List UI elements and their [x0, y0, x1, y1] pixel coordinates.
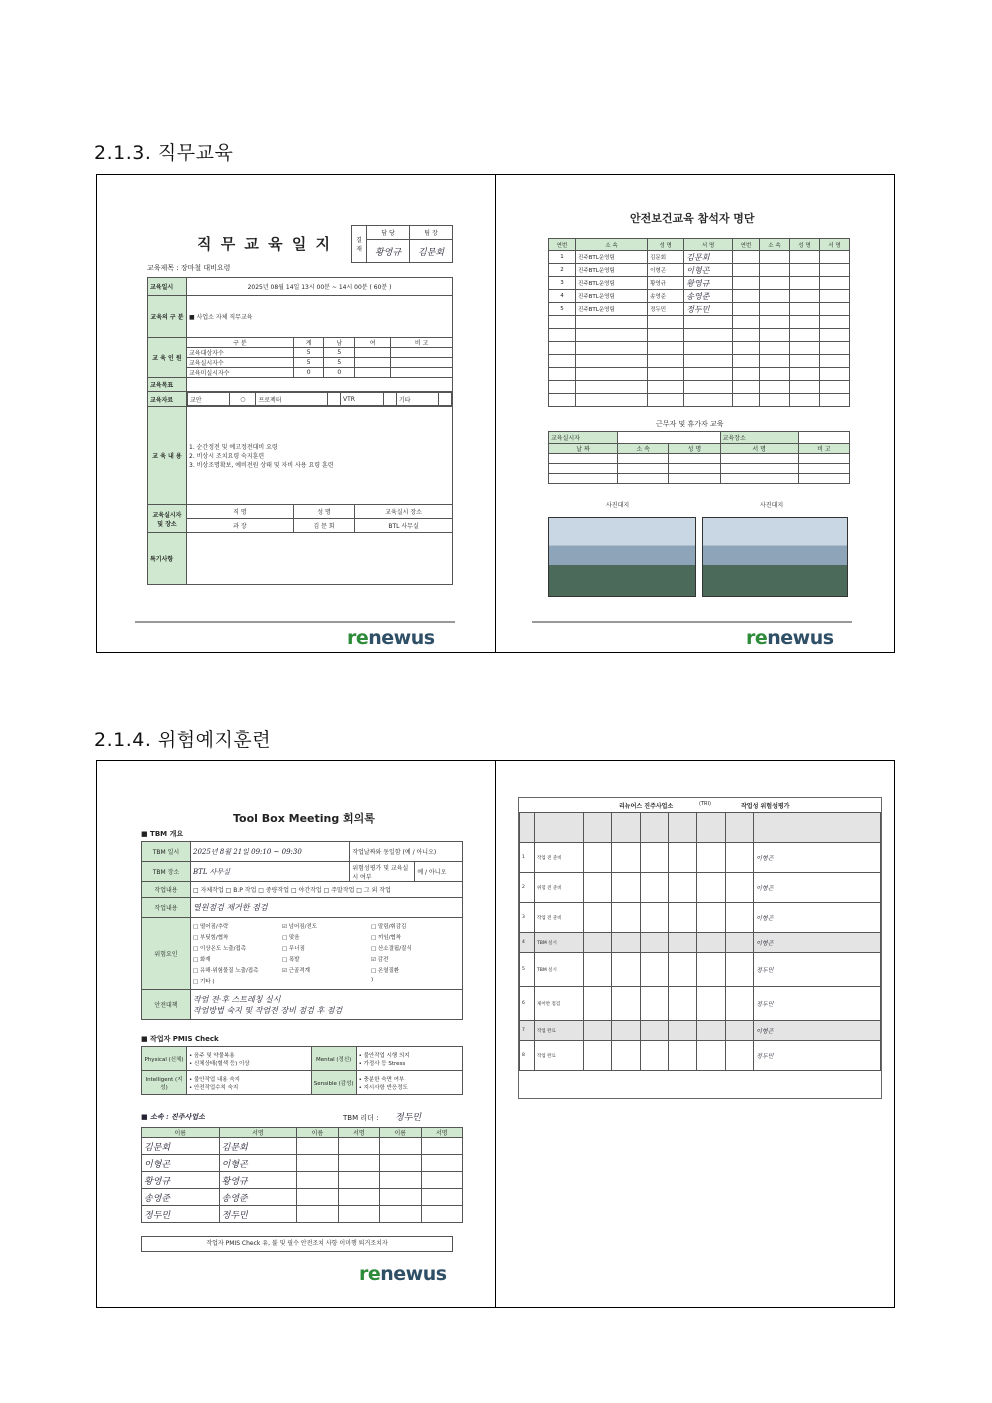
attendee-cell [759, 264, 789, 277]
attendee-cell [789, 277, 819, 290]
tbm-place-label: TBM 장소 [142, 862, 191, 882]
attendee-cell [819, 303, 849, 316]
sign-header: 이름 [297, 1128, 338, 1138]
instructor-header: 직 명 [187, 505, 294, 519]
material-item: 프로젝터 [256, 393, 328, 406]
hazard-option: ☑ 넘어짐/전도 [282, 924, 318, 930]
absent-value [798, 432, 849, 444]
sign-table [141, 1127, 463, 1223]
page-rule [532, 621, 852, 623]
hazard-option: □ 화재 [193, 957, 211, 963]
attendee-cell [759, 303, 789, 316]
tbm-place-value: BTL 사무실 [191, 862, 350, 882]
measure-line: 작업 전·후 스트레칭 실시 [193, 994, 281, 1004]
attendee-header: 소 속 [576, 239, 648, 251]
attendee-table [548, 238, 850, 407]
risk-row-step: 제어반 점검 [535, 987, 584, 1021]
attendee-cell [819, 290, 849, 303]
risk-row-no: 3 [520, 903, 535, 933]
personnel-cell [391, 368, 453, 378]
attendee-cell: 이형곤 [648, 264, 684, 277]
risk-row-no: 7 [520, 1021, 535, 1041]
pmis-table [141, 1046, 463, 1095]
risk-sign: 이형곤 [754, 1021, 881, 1041]
content-line: 1. 순간정전 및 예고정전대비 요령 [189, 444, 278, 451]
attendee-cell [732, 264, 759, 277]
approval-label: 결재 [352, 226, 367, 263]
tbm-work-options: □ 자체작업 □ B.P 작업 □ 중량작업 □ 야간작업 □ 주말작업 □ 그 외 작업 [191, 882, 463, 898]
pmis-category: Mental (정신) [311, 1047, 356, 1071]
leader-label: TBM 리더 : [343, 1114, 379, 1122]
training-log-title: 직 무 교 육 일 지 [197, 235, 333, 253]
sign-header: 서명 [219, 1128, 297, 1138]
signer-name: 정두민 [142, 1206, 220, 1223]
attendee-cell [789, 290, 819, 303]
hazard-option: ) [371, 977, 374, 983]
risk-sign: 이형곤 [754, 843, 881, 873]
tbm-measure-label: 안전대책 [142, 990, 191, 1020]
signer-signature: 정두민 [219, 1206, 297, 1223]
tbm-work-detail-value: 열원점검 제거한 점검 [191, 898, 463, 918]
personnel-header: 남 [324, 338, 355, 348]
instructor-label: 교육실시자 및 장소 [148, 505, 187, 533]
signer-signature: 송영준 [219, 1189, 297, 1206]
signer-signature: 이형곤 [219, 1155, 297, 1172]
tbm-overview-table [141, 841, 463, 1020]
attendee-cell: 5 [549, 303, 576, 316]
attendee-cell [759, 290, 789, 303]
material-label: 교육자료 [148, 392, 187, 407]
signer-signature: 김문회 [219, 1138, 297, 1155]
pmis-item: • 불안작업 시행 의지 [358, 1052, 410, 1059]
personnel-cell: 5 [293, 358, 324, 368]
material-item: 교안 [188, 393, 230, 406]
absent-header: 성 명 [669, 444, 720, 454]
attendee-header: 소 속 [759, 239, 789, 251]
attendee-signature: 이형곤 [684, 264, 733, 277]
tbm-work-detail-label: 작업내용 [142, 898, 191, 918]
attendee-cell: 진주BTL운영팀 [576, 303, 648, 316]
hazard-option: □ 온열질환 [371, 968, 400, 974]
hazard-option: □ 이상온도 노출/접촉 [193, 946, 247, 952]
page-rule [135, 621, 455, 623]
leader-value: 정두민 [395, 1113, 422, 1123]
risk-row-step: 작업 전 준비 [535, 843, 584, 873]
pmis-items [187, 1071, 312, 1095]
personnel-label: 교 육 인 원 [148, 338, 187, 378]
personnel-cell [355, 368, 391, 378]
attendee-cell: 진주BTL운영팀 [576, 290, 648, 303]
attendee-signature: 정두민 [684, 303, 733, 316]
attendee-signature: 김문회 [684, 251, 733, 264]
attendee-cell: 송영준 [648, 290, 684, 303]
risk-row-step: TBM 실시 [535, 953, 584, 987]
risk-row-step: TBM 실시 [535, 933, 584, 953]
content-line: 3. 비상조명확보, 예비전원 상태 및 자비 사용 요령 훈련 [189, 462, 334, 469]
pmis-label: ■ 작업자 PMIS Check [141, 1035, 219, 1043]
risk-row-step: 작업 완료 [535, 1021, 584, 1041]
risk-row-no: 8 [520, 1041, 535, 1071]
sign-header: 서명 [338, 1128, 379, 1138]
risk-title: 작업성 위험성평가 [741, 803, 790, 810]
attendee-cell: 진주BTL운영팀 [576, 277, 648, 290]
attendee-cell [759, 277, 789, 290]
material-item [439, 393, 452, 406]
absent-header: 서 명 [720, 444, 798, 454]
personnel-header: 여 [355, 338, 391, 348]
material-item: VTR [340, 393, 383, 406]
pmis-category: Physical (신체) [142, 1047, 187, 1071]
risk-assessment-sheet [518, 797, 882, 1099]
attendee-cell [732, 290, 759, 303]
approval-header-staff: 담 당 [367, 226, 410, 240]
signer-name: 이형곤 [142, 1155, 220, 1172]
date-label: 교육일시 [148, 278, 187, 296]
category-value: ■ 사업소 자체 직무교육 [187, 296, 453, 338]
job-training-frame [96, 174, 895, 653]
attendee-cell [819, 277, 849, 290]
material-item [384, 393, 397, 406]
risk-type: (TRI) [699, 801, 711, 807]
pmis-item: • 충분한 숙면 여부 [358, 1076, 405, 1083]
attendee-cell: 1 [549, 251, 576, 264]
risk-company: 리뉴어스 진주사업소 [619, 803, 674, 810]
renewus-logo: renewus [359, 1263, 447, 1285]
personnel-header: 비 고 [391, 338, 453, 348]
attendee-cell: 4 [549, 290, 576, 303]
attendee-cell [789, 251, 819, 264]
approval-sign-manager: 김문회 [410, 240, 453, 263]
attendee-cell [732, 277, 759, 290]
hazard-option: □ 끼임/협착 [371, 935, 402, 941]
attendee-title: 안전보건교육 참석자 명단 [630, 212, 755, 225]
personnel-row-label: 교육대상자수 [187, 348, 294, 358]
attendee-cell [759, 251, 789, 264]
attendee-header: 연번 [732, 239, 759, 251]
attendee-cell [732, 251, 759, 264]
pmis-item: • 가정사 등 Stress [358, 1060, 406, 1067]
risk-sign: 정두민 [754, 987, 881, 1021]
risk-row-no: 5 [520, 953, 535, 987]
personnel-cell: 5 [324, 358, 355, 368]
absent-label: 교육실시자 [549, 432, 618, 444]
pmis-item: • 지시사항 반응정도 [358, 1084, 408, 1091]
personnel-cell: 0 [293, 368, 324, 378]
content-value [187, 407, 453, 505]
training-log-table [147, 277, 453, 585]
tbm-hazard-grid [191, 918, 463, 990]
training-photo [548, 517, 696, 597]
absent-value [618, 432, 721, 444]
tbm-minutes-scan [97, 761, 495, 1307]
remarks-label: 특기사항 [148, 533, 187, 585]
hazard-training-frame [96, 760, 895, 1308]
pmis-item: • 안전작업수칙 숙지 [189, 1084, 239, 1091]
signer-signature: 황영규 [219, 1172, 297, 1189]
risk-row-no: 6 [520, 987, 535, 1021]
signer-name: 김문회 [142, 1138, 220, 1155]
instructor-value: 과 장 [187, 519, 294, 533]
goal-label: 교육목표 [148, 378, 187, 392]
attendee-cell: 3 [549, 277, 576, 290]
sign-header: 이름 [142, 1128, 220, 1138]
pmis-item: • 불안작업 내용 숙지 [189, 1076, 240, 1083]
risk-sign: 이형곤 [754, 933, 881, 953]
signer-name: 황영규 [142, 1172, 220, 1189]
category-label: 교육의 구 분 [148, 296, 187, 338]
attendee-header: 서 명 [819, 239, 849, 251]
risk-row-step: 작업 전 준비 [535, 903, 584, 933]
personnel-header: 구 분 [187, 338, 294, 348]
pmis-items [187, 1047, 312, 1071]
hazard-option: ☑ 근골격계 [282, 968, 310, 974]
attendee-cell [789, 303, 819, 316]
hazard-option: □ 부딪힘/협착 [193, 935, 229, 941]
hazard-option: ☑ 감전 [371, 957, 389, 963]
approval-sign-staff: 황영규 [367, 240, 410, 263]
pmis-items [356, 1071, 462, 1095]
sign-header: 이름 [380, 1128, 421, 1138]
attendee-sheet [544, 207, 850, 607]
attendee-cell: 2 [549, 264, 576, 277]
attendee-cell [819, 264, 849, 277]
training-log-scan [97, 175, 495, 652]
section-heading-job-training: 2.1.3. 직무교육 [94, 142, 234, 164]
risk-table [519, 812, 881, 1071]
personnel-cell [355, 358, 391, 368]
tbm-title: Tool Box Meeting 회의록 [233, 812, 375, 825]
attendee-cell [789, 264, 819, 277]
section-heading-hazard-training: 2.1.4. 위험예지훈련 [94, 729, 272, 751]
material-item: ○ [230, 393, 256, 406]
approval-header-manager: 팀 장 [410, 226, 453, 240]
training-log-sheet [141, 219, 453, 619]
content-line: 2. 비상시 조치요령 숙지훈련 [189, 453, 265, 460]
training-subject: 교육제목 : 장마철 대비요령 [147, 264, 231, 272]
personnel-cell: 5 [324, 348, 355, 358]
risk-sign: 정두민 [754, 953, 881, 987]
attendee-signature: 송영준 [684, 290, 733, 303]
risk-sign: 이형곤 [754, 873, 881, 903]
team-label: ■ 소속 : 진주사업소 [141, 1112, 205, 1121]
risk-row-no: 1 [520, 843, 535, 873]
hazard-option: □ 유해·위험물질 노출/접촉 [193, 968, 259, 974]
attendee-cell: 김문회 [648, 251, 684, 264]
instructor-header: 교육실시 장소 [355, 505, 453, 519]
absent-label: 교육장소 [720, 432, 798, 444]
hazard-option: □ 말림/휘감김 [371, 924, 407, 930]
hazard-option: □ 무너짐 [282, 946, 305, 952]
personnel-row-label: 교육미실시자수 [187, 368, 294, 378]
instructor-header: 성 명 [293, 505, 354, 519]
risk-row-no: 2 [520, 873, 535, 903]
sign-header: 서명 [421, 1128, 462, 1138]
signer-name: 송영준 [142, 1189, 220, 1206]
hazard-option: □ 기타 ( [193, 979, 215, 985]
absent-title: 근무자 및 휴가자 교육 [656, 420, 724, 428]
instructor-value: 김 문 회 [293, 519, 354, 533]
tbm-measure-value [191, 990, 463, 1020]
personnel-header: 계 [293, 338, 324, 348]
pmis-category: Sensible (감성) [311, 1071, 356, 1095]
approval-box [351, 225, 453, 263]
attendee-header: 서 명 [684, 239, 733, 251]
personnel-cell [355, 348, 391, 358]
renewus-logo: renewus [746, 627, 834, 649]
hazard-option: □ 산소결핍/질식 [371, 946, 412, 952]
risk-row-no: 4 [520, 933, 535, 953]
attendee-list-scan [495, 175, 894, 652]
goal-value [187, 378, 453, 392]
risk-assessment-scan [495, 761, 894, 1307]
material-item [328, 393, 341, 406]
material-item: 기타 [396, 393, 438, 406]
attendee-header: 성 명 [648, 239, 684, 251]
date-value: 2025년 08월 14일 13시 00분 ~ 14시 00분 ( 60분 ) [187, 278, 453, 296]
measure-line: 작업방법 숙지 및 작업전 장비 점검 후 점검 [193, 1005, 343, 1015]
absent-table [548, 431, 850, 484]
absent-header: 날 짜 [549, 444, 618, 454]
content-label: 교 육 내 용 [148, 407, 187, 505]
hazard-option [282, 977, 371, 985]
pmis-item: • 신체상태(혈색 등) 이상 [189, 1060, 250, 1067]
instructor-value: BTL 사무실 [355, 519, 453, 533]
attendee-cell: 진주BTL운영팀 [576, 264, 648, 277]
tbm-hazard-label: 위험요인 [142, 918, 191, 990]
photo-label: 사진대지 [606, 502, 630, 509]
hazard-option: □ 폭발 [282, 957, 300, 963]
material-items [187, 392, 453, 407]
renewus-logo: renewus [347, 627, 435, 649]
tbm-eval-value: 예 / 아니오 [415, 862, 463, 882]
tbm-sheet [137, 801, 463, 1271]
personnel-cell: 0 [324, 368, 355, 378]
tbm-work-label: 작업내용 [142, 882, 191, 898]
tbm-overview-label: ■ TBM 개요 [141, 830, 184, 838]
attendee-signature: 황영규 [684, 277, 733, 290]
attendee-cell: 진주BTL운영팀 [576, 251, 648, 264]
tbm-date-value: 2025년 8월 21일 09:10 ~ 09:30 [191, 842, 350, 862]
tbm-date-label: TBM 일시 [142, 842, 191, 862]
attendee-cell: 정두민 [648, 303, 684, 316]
photo-label: 사진대지 [760, 502, 784, 509]
personnel-row-label: 교육실시자수 [187, 358, 294, 368]
risk-sign: 정두민 [754, 1041, 881, 1071]
hazard-option: □ 맞음 [282, 935, 300, 941]
attendee-header: 연번 [549, 239, 576, 251]
tbm-footer-note: 작업자 PMIS Check 유, 불 및 필수 안전조치 사항 이미행 퇴거조치자 [141, 1236, 453, 1252]
absent-header: 비 고 [798, 444, 849, 454]
personnel-cell [391, 358, 453, 368]
attendee-cell [819, 251, 849, 264]
personnel-cell [391, 348, 453, 358]
risk-row-step: 위험 전 준비 [535, 873, 584, 903]
hazard-option: □ 떨어짐/추락 [193, 924, 229, 930]
remarks-value [187, 533, 453, 585]
pmis-item: • 음주 및 약물복용 [189, 1052, 235, 1059]
pmis-category: Intelligent (지성) [142, 1071, 187, 1095]
training-photo [702, 517, 848, 597]
risk-row-step: 작업 완료 [535, 1041, 584, 1071]
tbm-consent: 작업날짜와 동일함 (예 / 아니오) [350, 842, 463, 862]
attendee-cell: 황영규 [648, 277, 684, 290]
personnel-cell: 5 [293, 348, 324, 358]
tbm-eval-label: 위험성평가 및 교육실시 여부 [350, 862, 415, 882]
risk-sign: 이형곤 [754, 903, 881, 933]
absent-header: 소 속 [618, 444, 669, 454]
attendee-cell [732, 303, 759, 316]
attendee-header: 성 명 [789, 239, 819, 251]
pmis-items [356, 1047, 462, 1071]
